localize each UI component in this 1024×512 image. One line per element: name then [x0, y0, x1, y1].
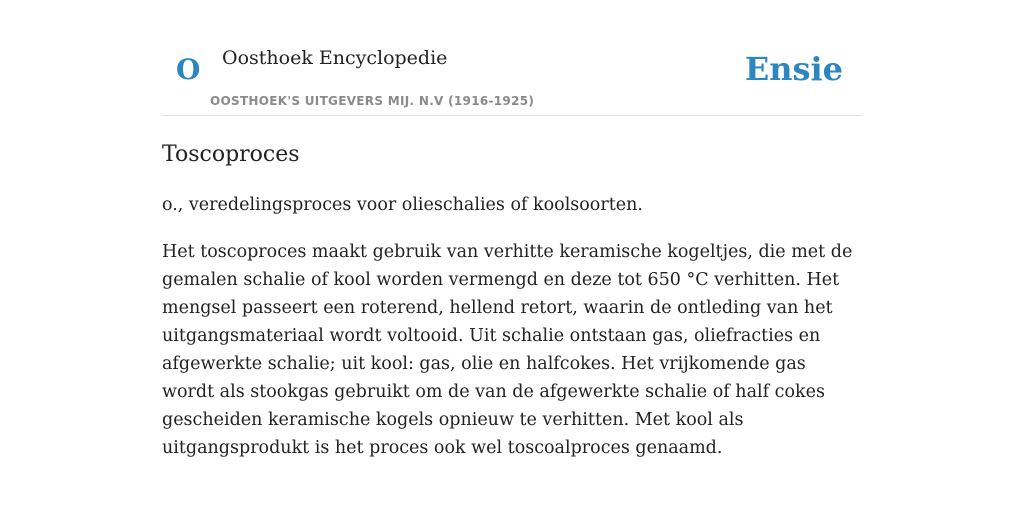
page-header	[162, 0, 862, 116]
entry-content	[162, 138, 862, 462]
entry-title: Toscoproces	[162, 142, 300, 167]
publisher-label: OOSTHOEK'S UITGEVERS MIJ. N.V (1916-1925)	[210, 94, 535, 108]
entry-body: Het toscoproces maakt gebruik van verhitte keramische kogeltjes, die met de gemalen schalie of kool worden vermengd en deze tot 650 °C verhitten. Het mengsel passeert een roterend, hellend retort, waarin de ontleding van het uitgangsmateriaal wordt voltooid. Uit schalie ontstaan gas, oliefracties en afgewerkte schalie; uit kool: gas, olie en halfcokes. Het vrijkomende gas wordt als stookgas gebruikt om de van de afgewerkte schalie of half cokes gescheiden keramische kogels opnieuw te verhitten. Met kool als uitgangsprodukt is het proces ook wel toscoalproces genaamd.	[162, 242, 853, 458]
entry-definition: o., veredelingsproces voor olieschalies of koolsoorten.	[162, 195, 643, 215]
encyclopedia-title[interactable]: Oosthoek Encyclopedie	[222, 47, 448, 69]
ensie-logo-link[interactable]: Ensie	[744, 50, 843, 88]
encyclopedia-logo[interactable]: O	[176, 53, 201, 86]
